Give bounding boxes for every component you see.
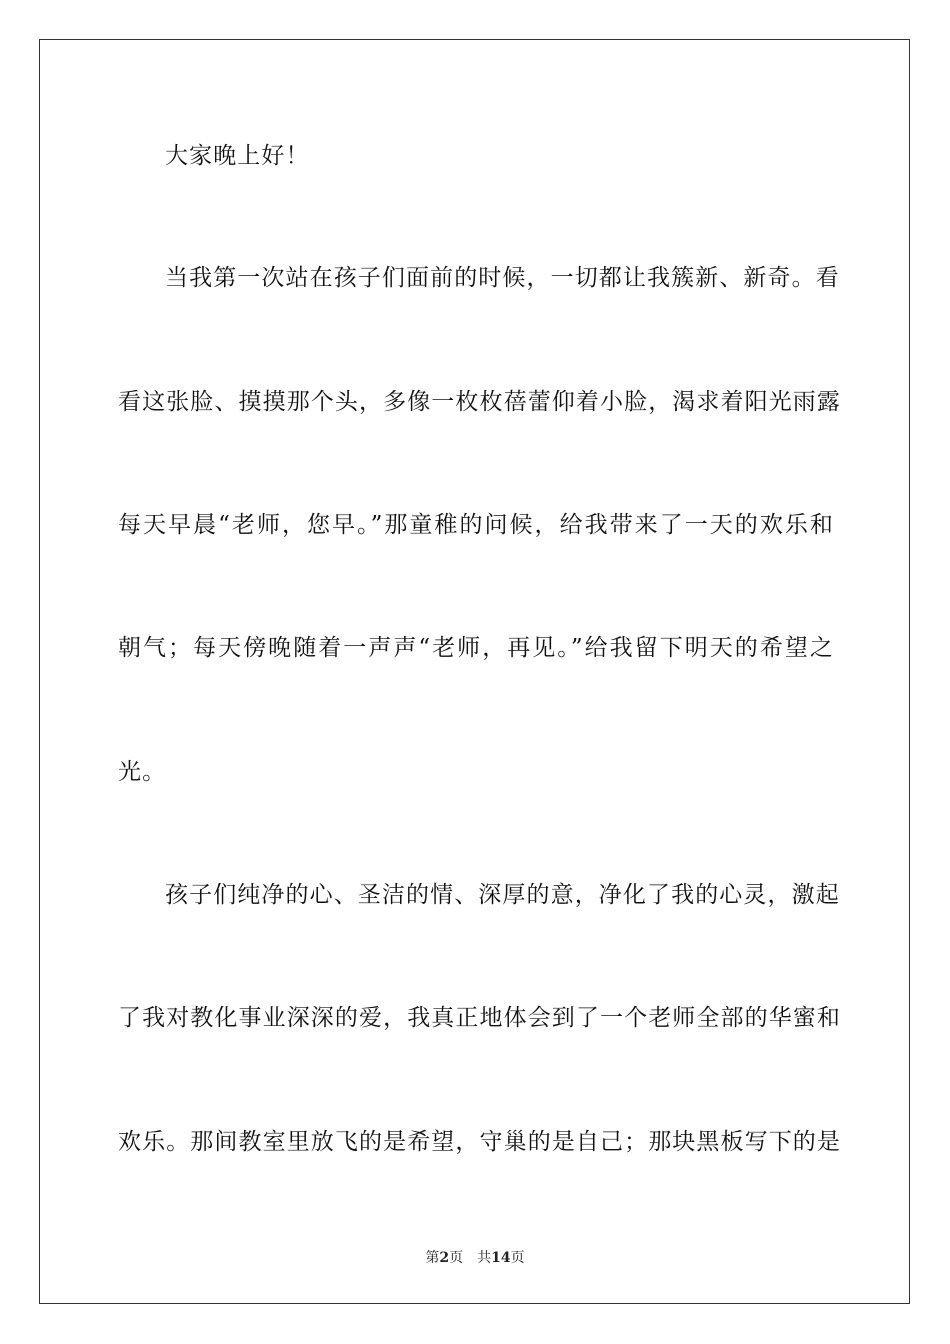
page-current: 2 [439,1250,450,1266]
text-line: 孩子们纯净的心、圣洁的情、深厚的意，净化了我的心灵，激起 [165,882,840,908]
text-line: 光。 [118,759,167,785]
text-line: 欢乐。那间教室里放飞的是希望，守巢的是自己；那块黑板写下的是 [118,1129,841,1155]
page-suffix: 页 [449,1250,464,1266]
text-line: 每天早晨“老师，您早。”那童稚的问候，给我带来了一天的欢乐和 [118,512,834,538]
text-line: 朝气；每天傍晚随着一声声“老师，再见。”给我留下明天的希望之 [118,635,834,661]
total-prefix: 共 [477,1250,492,1266]
page-prefix: 第 [425,1250,440,1266]
text-line: 了我对教化事业深深的爱，我真正地体会到了一个老师全部的华蜜和 [118,1005,841,1031]
text-line: 看这张脸、摸摸那个头，多像一枚枚蓓蕾仰着小脸，渴求着阳光雨露 [118,389,841,415]
page-total: 14 [491,1250,511,1266]
total-suffix: 页 [510,1250,525,1266]
text-line: 当我第一次站在孩子们面前的时候，一切都让我簇新、新奇。看 [165,265,840,291]
page-footer [0,1248,950,1268]
text-line-greeting: 大家晚上好！ [165,143,310,169]
page-border [39,39,910,1304]
